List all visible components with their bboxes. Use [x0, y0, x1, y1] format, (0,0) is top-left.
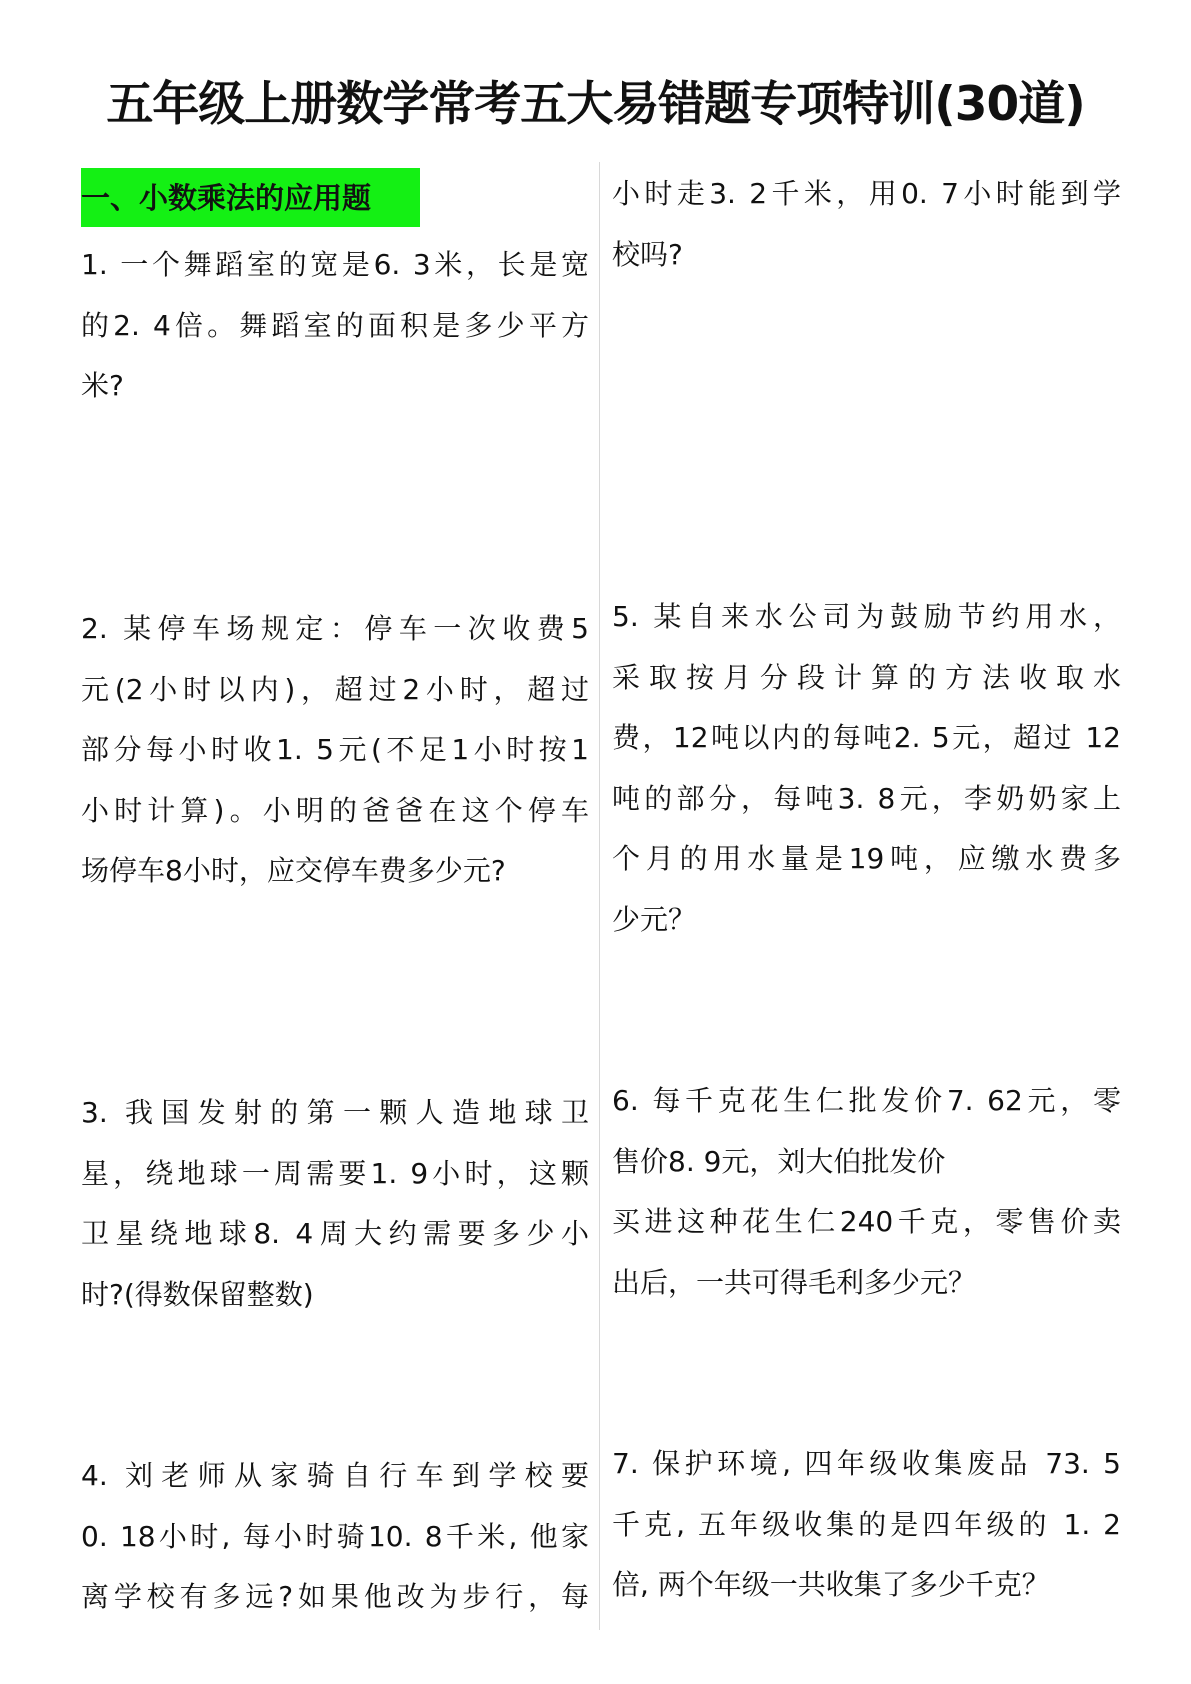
- question-line: 采取按月分段计算的方法收取水: [612, 660, 1121, 694]
- question-1: [81, 235, 589, 417]
- question-line: 买进这种花生仁240千克，零售价卖: [612, 1205, 1121, 1239]
- question-line: 卫星绕地球8. 4周大约需要多少小: [81, 1217, 589, 1251]
- question-7: [612, 1434, 1121, 1616]
- question-line: 5. 某自来水公司为鼓励节约用水，: [612, 600, 1121, 633]
- section-heading: 一、小数乘法的应用题: [81, 181, 372, 215]
- question-line: 场停车8小时，应交停车费多少元?: [81, 854, 506, 888]
- question-line: 3. 我国发射的第一颗人造地球卫: [81, 1096, 589, 1129]
- question-line: 6. 每千克花生仁批发价7. 62元，零: [612, 1084, 1121, 1117]
- question-line: 的2. 4倍。舞蹈室的面积是多少平方: [81, 308, 589, 342]
- question-line: 校吗?: [612, 237, 683, 271]
- question-line: 部分每小时收1. 5元(不足1小时按1: [81, 733, 589, 767]
- question-4-continued: [612, 164, 1121, 285]
- question-line: 少元？: [612, 902, 697, 936]
- question-line: 元(2小时以内)，超过2小时，超过: [81, 672, 589, 706]
- question-line: 7. 保护环境, 四年级收集废品 73. 5: [612, 1447, 1121, 1480]
- column-divider: [599, 162, 600, 1630]
- question-line: 倍, 两个年级一共收集了多少千克？: [612, 1568, 1050, 1602]
- question-line: 千克, 五年级收集的是四年级的 1. 2: [612, 1507, 1121, 1541]
- question-line: 离学校有多远?如果他改为步行，每: [81, 1580, 589, 1614]
- question-4: [81, 1446, 589, 1628]
- question-line: 个月的用水量是19吨，应缴水费多: [612, 842, 1121, 876]
- page-title: 五年级上册数学常考五大易错题专项特训(30道): [106, 77, 1085, 132]
- question-line: 小时计算)。小明的爸爸在这个停车: [81, 793, 589, 827]
- question-line: 费，12吨以内的每吨2. 5元，超过 12: [612, 721, 1121, 755]
- question-6: [612, 1071, 1121, 1313]
- question-3: [81, 1083, 589, 1325]
- question-line: 时?(得数保留整数): [81, 1277, 314, 1311]
- question-line: 4. 刘老师从家骑自行车到学校要: [81, 1459, 589, 1492]
- question-line: 星，绕地球一周需要1. 9小时，这颗: [81, 1156, 589, 1190]
- question-line: 0. 18小时, 每小时骑10. 8千米, 他家: [81, 1519, 589, 1553]
- question-line: 1. 一个舞蹈室的宽是6. 3米，长是宽: [81, 248, 589, 281]
- question-line: 米?: [81, 369, 124, 403]
- question-line: 出后，一共可得毛利多少元？: [612, 1265, 977, 1299]
- question-line: 2. 某停车场规定：停车一次收费5: [81, 612, 589, 645]
- question-5: [612, 587, 1121, 951]
- question-2: [81, 599, 589, 902]
- question-line: 小时走3. 2千米，用0. 7小时能到学: [612, 177, 1121, 210]
- question-line: 吨的部分，每吨3. 8元，李奶奶家上: [612, 781, 1121, 815]
- question-line: 售价8. 9元，刘大伯批发价: [612, 1144, 946, 1178]
- section-heading-highlight: [81, 168, 420, 227]
